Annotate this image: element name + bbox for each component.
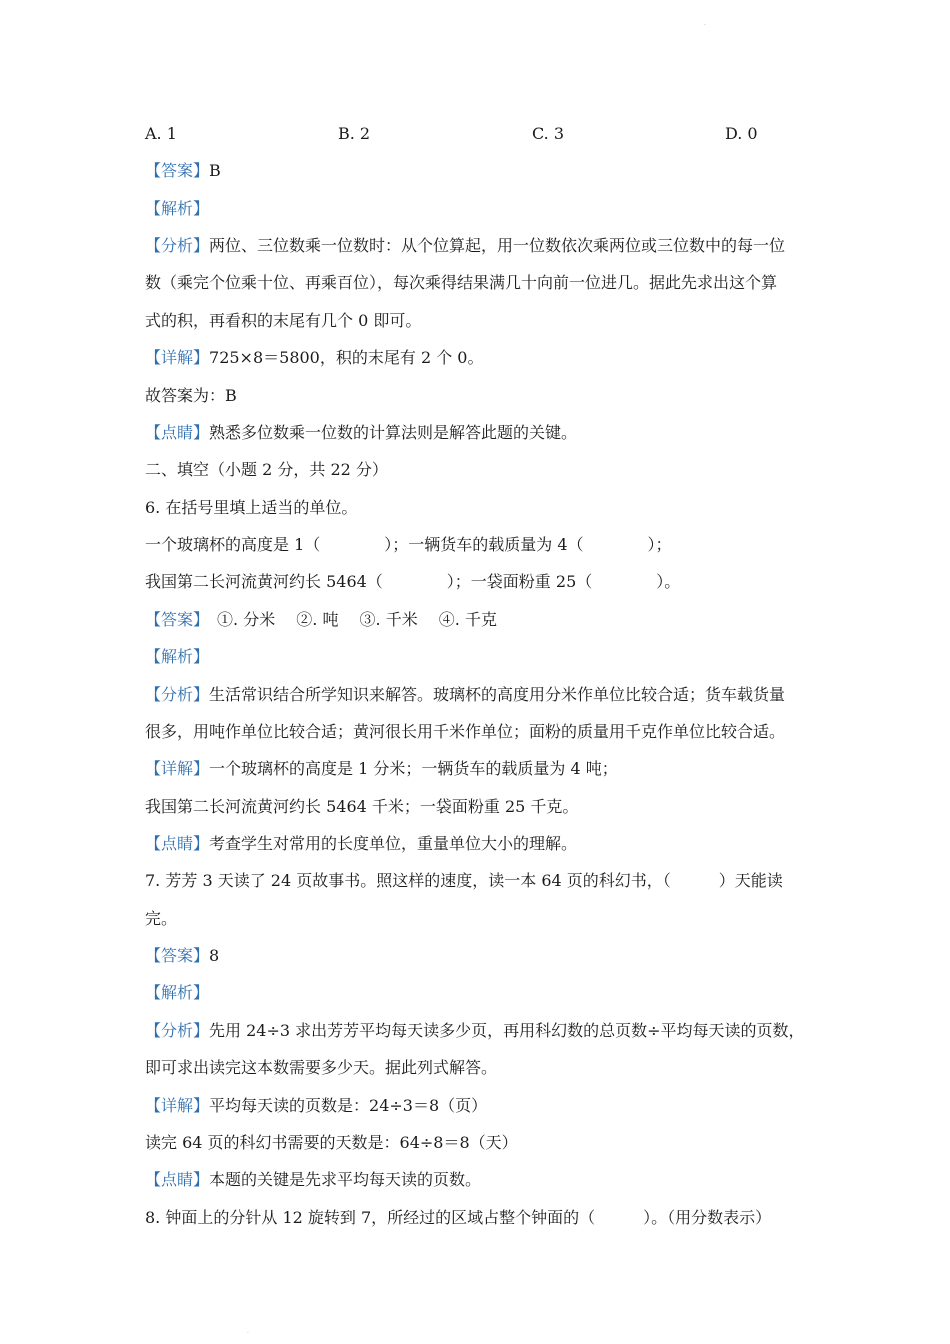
dianjing-text: 考查学生对常用的长度单位，重量单位大小的理解。 bbox=[209, 834, 578, 853]
dianjing-text: 本题的关键是先求平均每天读的页数。 bbox=[209, 1170, 482, 1189]
xiangjie-text: 一个玻璃杯的高度是 1 分米；一辆货车的载质量为 4 吨； bbox=[209, 759, 618, 778]
q5-dianjing bbox=[145, 423, 577, 443]
q6-xiangjie bbox=[145, 759, 618, 779]
answer-text: ①. 分米 ②. 吨 ③. 千米 ④. 千克 bbox=[201, 610, 497, 629]
q7-xiangjie bbox=[145, 1096, 487, 1116]
section-heading: 二、填空（小题 2 分，共 22 分） bbox=[145, 460, 388, 479]
q7-jiexi: 【解析】 bbox=[145, 983, 210, 1002]
q6-title: 6. 在括号里填上适当的单位。 bbox=[145, 498, 358, 517]
q5-fenxi-3: 式的积，再看积的末尾有几个 0 即可。 bbox=[145, 311, 422, 330]
option-a: A. 1 bbox=[145, 124, 177, 143]
fenxi-tag: 【分析】 bbox=[145, 685, 210, 704]
q5-final: 故答案为：B bbox=[145, 386, 237, 405]
q6-dianjing bbox=[145, 834, 577, 854]
q8-title: 8. 钟面上的分针从 12 旋转到 7，所经过的区域占整个钟面的（ ）。（用分数表示） bbox=[145, 1208, 772, 1227]
footer-dot: · bbox=[247, 1330, 249, 1337]
option-d: D. 0 bbox=[725, 124, 758, 143]
answer-text: B bbox=[209, 161, 221, 180]
xiangjie-text: 平均每天读的页数是：24÷3＝8（页） bbox=[209, 1096, 488, 1115]
q7-fenxi bbox=[145, 1021, 805, 1041]
option-c: C. 3 bbox=[532, 124, 565, 143]
q6-jiexi: 【解析】 bbox=[145, 647, 210, 666]
fenxi-text: 两位、三位数乘一位数时：从个位算起，用一位数依次乘两位或三位数中的每一位 bbox=[209, 236, 786, 255]
answer-text: 8 bbox=[209, 946, 220, 965]
answer-tag: 【答案】 bbox=[145, 161, 210, 180]
xiangjie-tag: 【详解】 bbox=[145, 1096, 210, 1115]
xiangjie-tag: 【详解】 bbox=[145, 759, 210, 778]
xiangjie-text: 725×8＝5800，积的末尾有 2 个 0。 bbox=[209, 348, 484, 367]
q5-answer bbox=[145, 161, 221, 181]
xiangjie-tag: 【详解】 bbox=[145, 348, 210, 367]
fenxi-tag: 【分析】 bbox=[145, 1021, 210, 1040]
dianjing-tag: 【点睛】 bbox=[145, 834, 210, 853]
answer-tag: 【答案】 bbox=[145, 610, 202, 629]
q6-fenxi-2: 很多，用吨作单位比较合适；黄河很长用千米作单位；面粉的质量用千克作单位比较合适。 bbox=[145, 722, 786, 741]
q7-xiangjie-2: 读完 64 页的科幻书需要的天数是：64÷8＝8（天） bbox=[145, 1133, 518, 1152]
q5-fenxi bbox=[145, 236, 785, 256]
option-b: B. 2 bbox=[338, 124, 371, 143]
fenxi-text: 先用 24÷3 求出芳芳平均每天读多少页，再用科幻数的总页数÷平均每天读的页数， bbox=[209, 1021, 805, 1040]
q7-title: 7. 芳芳 3 天读了 24 页故事书。照这样的速度，读一本 64 页的科幻书，（ ）天能读 bbox=[145, 871, 783, 890]
answer-tag: 【答案】 bbox=[145, 946, 210, 965]
q5-fenxi-2: 数（乘完个位乘十位、再乘百位），每次乘得结果满几十向前一位进几。据此先求出这个算 bbox=[145, 273, 778, 292]
corner-dot: · bbox=[704, 22, 706, 29]
fenxi-tag: 【分析】 bbox=[145, 236, 210, 255]
q7-title-2: 完。 bbox=[145, 909, 178, 928]
q7-answer bbox=[145, 946, 219, 966]
q7-dianjing bbox=[145, 1170, 481, 1190]
dianjing-text: 熟悉多位数乘一位数的计算法则是解答此题的关键。 bbox=[209, 423, 578, 442]
q7-fenxi-2: 即可求出读完这本数需要多少天。据此列式解答。 bbox=[145, 1058, 498, 1077]
q6-fenxi bbox=[145, 685, 785, 705]
dianjing-tag: 【点睛】 bbox=[145, 1170, 210, 1189]
q6-xiangjie-2: 我国第二长河流黄河约长 5464 千米；一袋面粉重 25 千克。 bbox=[145, 797, 579, 816]
fenxi-text: 生活常识结合所学知识来解答。玻璃杯的高度用分米作单位比较合适；货车载货量 bbox=[209, 685, 786, 704]
dianjing-tag: 【点睛】 bbox=[145, 423, 210, 442]
q6-line-1: 一个玻璃杯的高度是 1（ ）；一辆货车的载质量为 4（ ）； bbox=[145, 535, 672, 554]
q6-line-2: 我国第二长河流黄河约长 5464（ ）；一袋面粉重 25（ ）。 bbox=[145, 572, 681, 591]
q5-jiexi: 【解析】 bbox=[145, 199, 210, 218]
q6-answer bbox=[145, 610, 497, 630]
q5-xiangjie bbox=[145, 348, 483, 368]
